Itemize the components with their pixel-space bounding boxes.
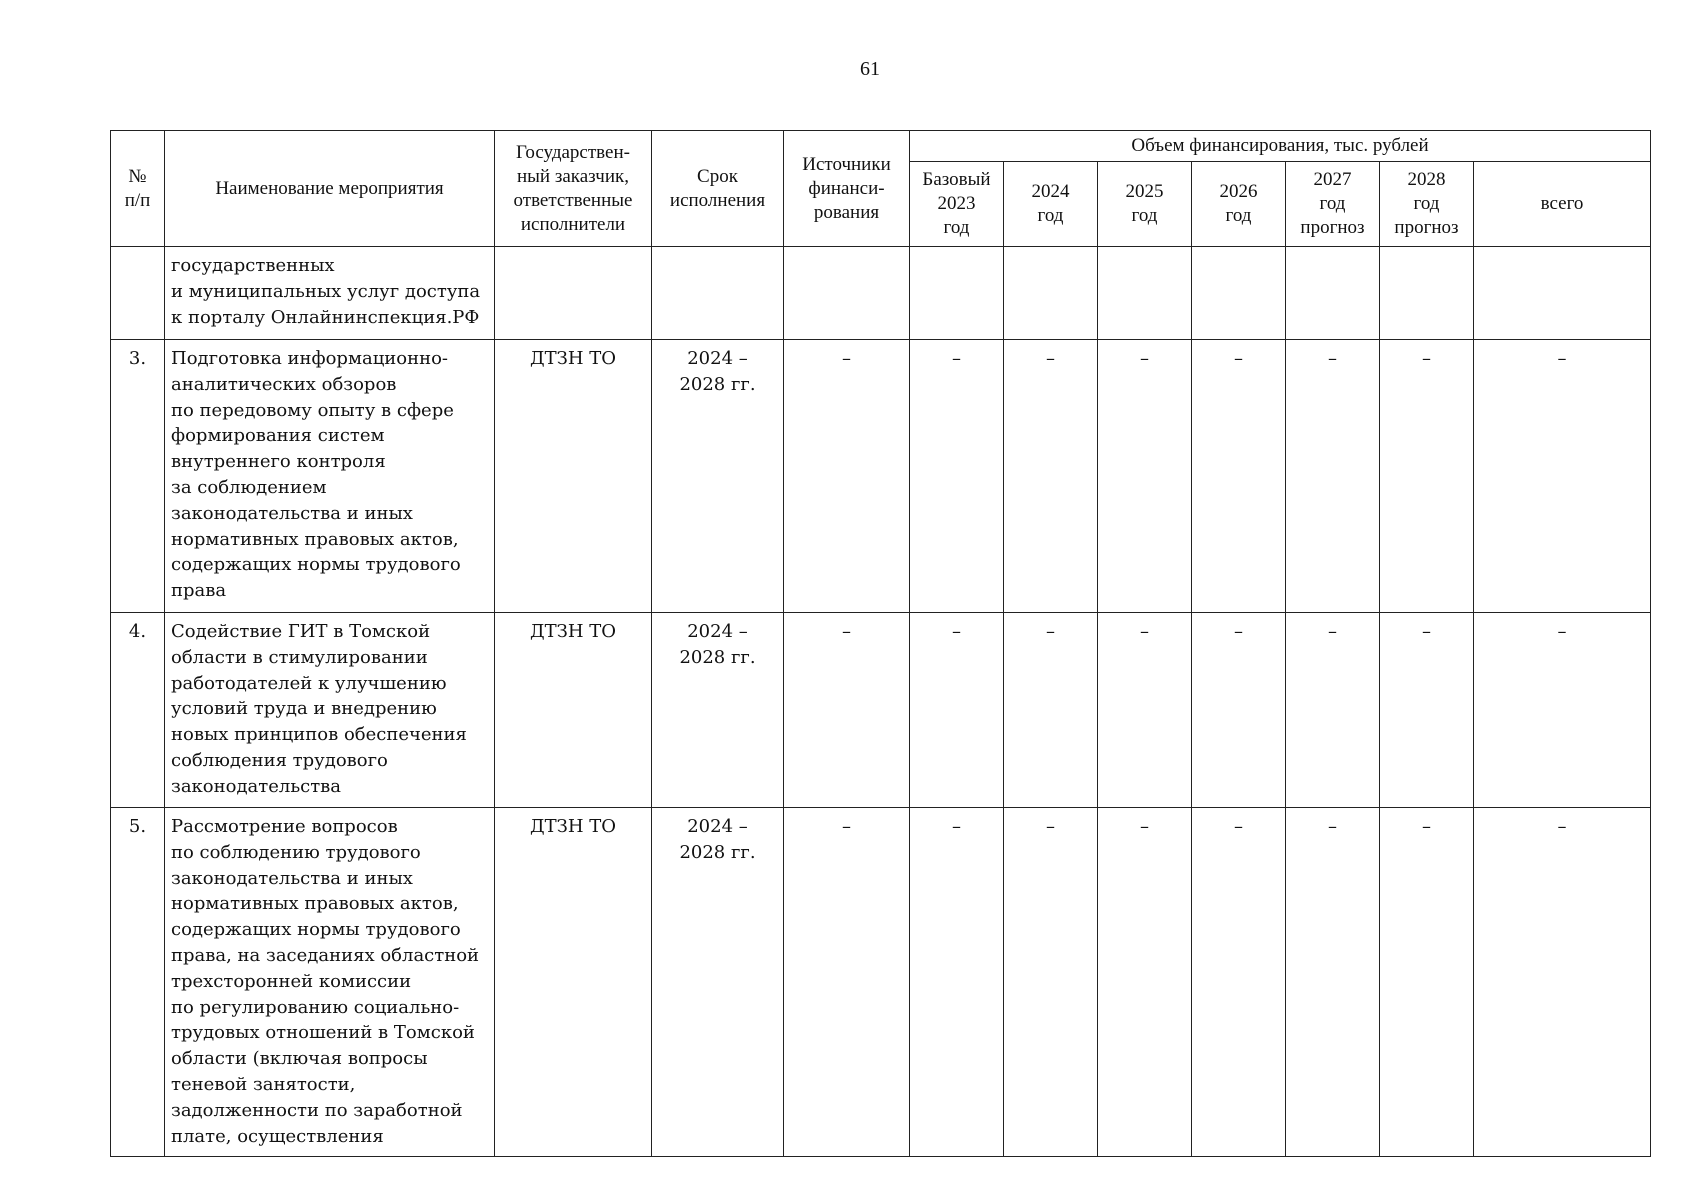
row-customer: ДТЗН ТО <box>495 340 652 613</box>
row-value-2026: – <box>1192 340 1286 613</box>
row-value-2028: – <box>1380 808 1474 1157</box>
row-num: 5. <box>111 808 165 1157</box>
row-term <box>652 247 784 340</box>
row-value-2024 <box>1004 247 1098 340</box>
row-value-base: – <box>910 340 1004 613</box>
table-row <box>111 808 1651 1157</box>
header-year-2026: 2026 год <box>1192 162 1286 247</box>
row-value-total: – <box>1474 613 1651 808</box>
row-value-2025 <box>1098 247 1192 340</box>
row-value-2028: – <box>1380 340 1474 613</box>
header-year-2028: 2028 год прогноз <box>1380 162 1474 247</box>
row-value-2025: – <box>1098 613 1192 808</box>
row-value-base <box>910 247 1004 340</box>
header-financing: Объем финансирования, тыс. рублей <box>910 131 1651 162</box>
row-num: 4. <box>111 613 165 808</box>
activities-table <box>110 130 1651 1157</box>
row-value-2027: – <box>1286 613 1380 808</box>
table-row <box>111 247 1651 340</box>
header-customer: Государствен- ный заказчик, ответственные исполнители <box>495 131 652 247</box>
row-customer <box>495 247 652 340</box>
row-customer: ДТЗН ТО <box>495 613 652 808</box>
row-value-2028: – <box>1380 613 1474 808</box>
row-value-total <box>1474 247 1651 340</box>
row-value-base: – <box>910 808 1004 1157</box>
row-value-2024: – <box>1004 613 1098 808</box>
header-sources: Источники финанси- рования <box>784 131 910 247</box>
header-year-2024: 2024 год <box>1004 162 1098 247</box>
header-name: Наименование мероприятия <box>165 131 495 247</box>
row-term: 2024 – 2028 гг. <box>652 613 784 808</box>
row-num <box>111 247 165 340</box>
table-row <box>111 613 1651 808</box>
header-year-base: Базовый 2023 год <box>910 162 1004 247</box>
row-value-2026: – <box>1192 808 1286 1157</box>
row-num: 3. <box>111 340 165 613</box>
row-value-2024: – <box>1004 340 1098 613</box>
header-num: № п/п <box>111 131 165 247</box>
row-customer: ДТЗН ТО <box>495 808 652 1157</box>
row-source <box>784 247 910 340</box>
row-name: Подготовка информационно- аналитических обзоров по передовому опыту в сфере формирования систем внутреннего контроля за соблюдением законодательства и иных нормативных правовых актов, содержащих нормы трудового права <box>165 340 495 613</box>
row-value-2026 <box>1192 247 1286 340</box>
page-number: 61 <box>860 58 880 80</box>
row-value-2027: – <box>1286 340 1380 613</box>
row-term: 2024 – 2028 гг. <box>652 808 784 1157</box>
header-year-2025: 2025 год <box>1098 162 1192 247</box>
row-name: Рассмотрение вопросов по соблюдению трудового законодательства и иных нормативных правовых актов, содержащих нормы трудового права, на заседаниях областной трехсторонней комиссии по регулированию социально- трудовых отношений в Томской области (включая вопросы теневой занятости, задолженности по заработной плате, осуществления <box>165 808 495 1157</box>
row-value-base: – <box>910 613 1004 808</box>
row-value-2028 <box>1380 247 1474 340</box>
header-total: всего <box>1474 162 1651 247</box>
row-value-2027 <box>1286 247 1380 340</box>
row-name: Содействие ГИТ в Томской области в стимулировании работодателей к улучшению условий труда и внедрению новых принципов обеспечения соблюдения трудового законодательства <box>165 613 495 808</box>
row-value-total: – <box>1474 808 1651 1157</box>
row-value-2027: – <box>1286 808 1380 1157</box>
row-value-2024: – <box>1004 808 1098 1157</box>
row-value-total: – <box>1474 340 1651 613</box>
table-row <box>111 340 1651 613</box>
row-value-2026: – <box>1192 613 1286 808</box>
row-source: – <box>784 613 910 808</box>
row-term: 2024 – 2028 гг. <box>652 340 784 613</box>
header-term: Срок исполнения <box>652 131 784 247</box>
row-name: государственных и муниципальных услуг доступа к порталу Онлайнинспекция.РФ <box>165 247 495 340</box>
header-year-2027: 2027 год прогноз <box>1286 162 1380 247</box>
row-value-2025: – <box>1098 808 1192 1157</box>
row-source: – <box>784 808 910 1157</box>
row-source: – <box>784 340 910 613</box>
row-value-2025: – <box>1098 340 1192 613</box>
